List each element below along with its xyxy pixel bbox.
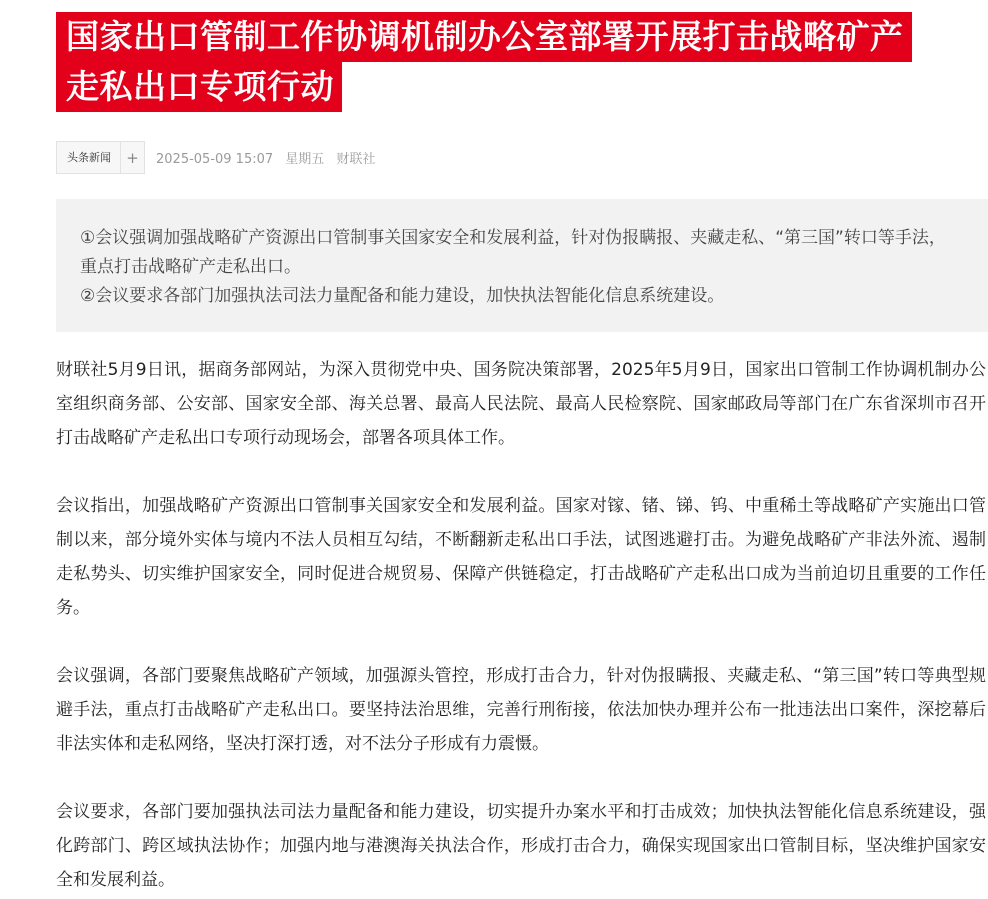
article-source: 财联社 <box>336 152 376 167</box>
column-tag-label[interactable]: 头条新闻 <box>67 151 111 164</box>
body-paragraph-4: 会议要求，各部门要加强执法司法力量配备和能力建设，切实提升办案水平和打击成效；加快执法智能化信息系统建设，强化跨部门、跨区域执法协作；加强内地与港澳海关执法合作，形成打击合力，确保实现国家出口管制目标，坚决维护国家安全和发展利益。 <box>56 802 986 890</box>
article-summary <box>56 199 988 332</box>
body-paragraph-2: 会议指出，加强战略矿产资源出口管制事关国家安全和发展利益。国家对镓、锗、锑、钨、中重稀土等战略矿产实施出口管制以来，部分境外实体与境内不法人员相互勾结，不断翻新走私出口手法，试图逃避打击。为避免战略矿产非法外流、遏制走私势头、切实维护国家安全，同时促进合规贸易、保障产供链稳定，打击战略矿产走私出口成为当前迫切且重要的工作任务。 <box>56 496 986 618</box>
summary-point-1: ①会议强调加强战略矿产资源出口管制事关国家安全和发展利益，针对伪报瞒报、夹藏走私、“第三国”转口等手法，重点打击战略矿产走私出口。 <box>80 228 946 277</box>
body-paragraph-3: 会议强调，各部门要聚焦战略矿产领域，加强源头管控，形成打击合力，针对伪报瞒报、夹藏走私、“第三国”转口等典型规避手法，重点打击战略矿产走私出口。要坚持法治思维，完善行刑衔接，依法加快办理并公布一批违法出口案件，深挖幕后非法实体和走私网络，坚决打深打透，对不法分子形成有力震慑。 <box>56 666 986 754</box>
article-title <box>56 12 986 112</box>
body-paragraph-1: 财联社5月9日讯，据商务部网站，为深入贯彻党中央、国务院决策部署，2025年5月9日，国家出口管制工作协调机制办公室组织商务部、公安部、国家安全部、海关总署、最高人民法院、最高人民检察院、国家邮政局等部门在广东省深圳市召开打击战略矿产走私出口专项行动现场会，部署各项具体工作。 <box>56 360 986 448</box>
article-title-line-2: 走私出口专项行动 <box>56 62 342 112</box>
publish-info <box>156 148 383 167</box>
article-body <box>56 353 986 899</box>
article-title-line-1: 国家出口管制工作协调机制办公室部署开展打击战略矿产 <box>56 12 912 62</box>
column-tag[interactable] <box>56 141 145 174</box>
article-meta <box>56 141 383 174</box>
summary-point-2: ②会议要求各部门加强执法司法力量配备和能力建设，加快执法智能化信息系统建设。 <box>80 286 725 306</box>
plus-icon[interactable]: + <box>120 141 144 174</box>
publish-datetime: 2025-05-09 15:07 <box>156 152 274 167</box>
publish-weekday: 星期五 <box>285 152 325 167</box>
